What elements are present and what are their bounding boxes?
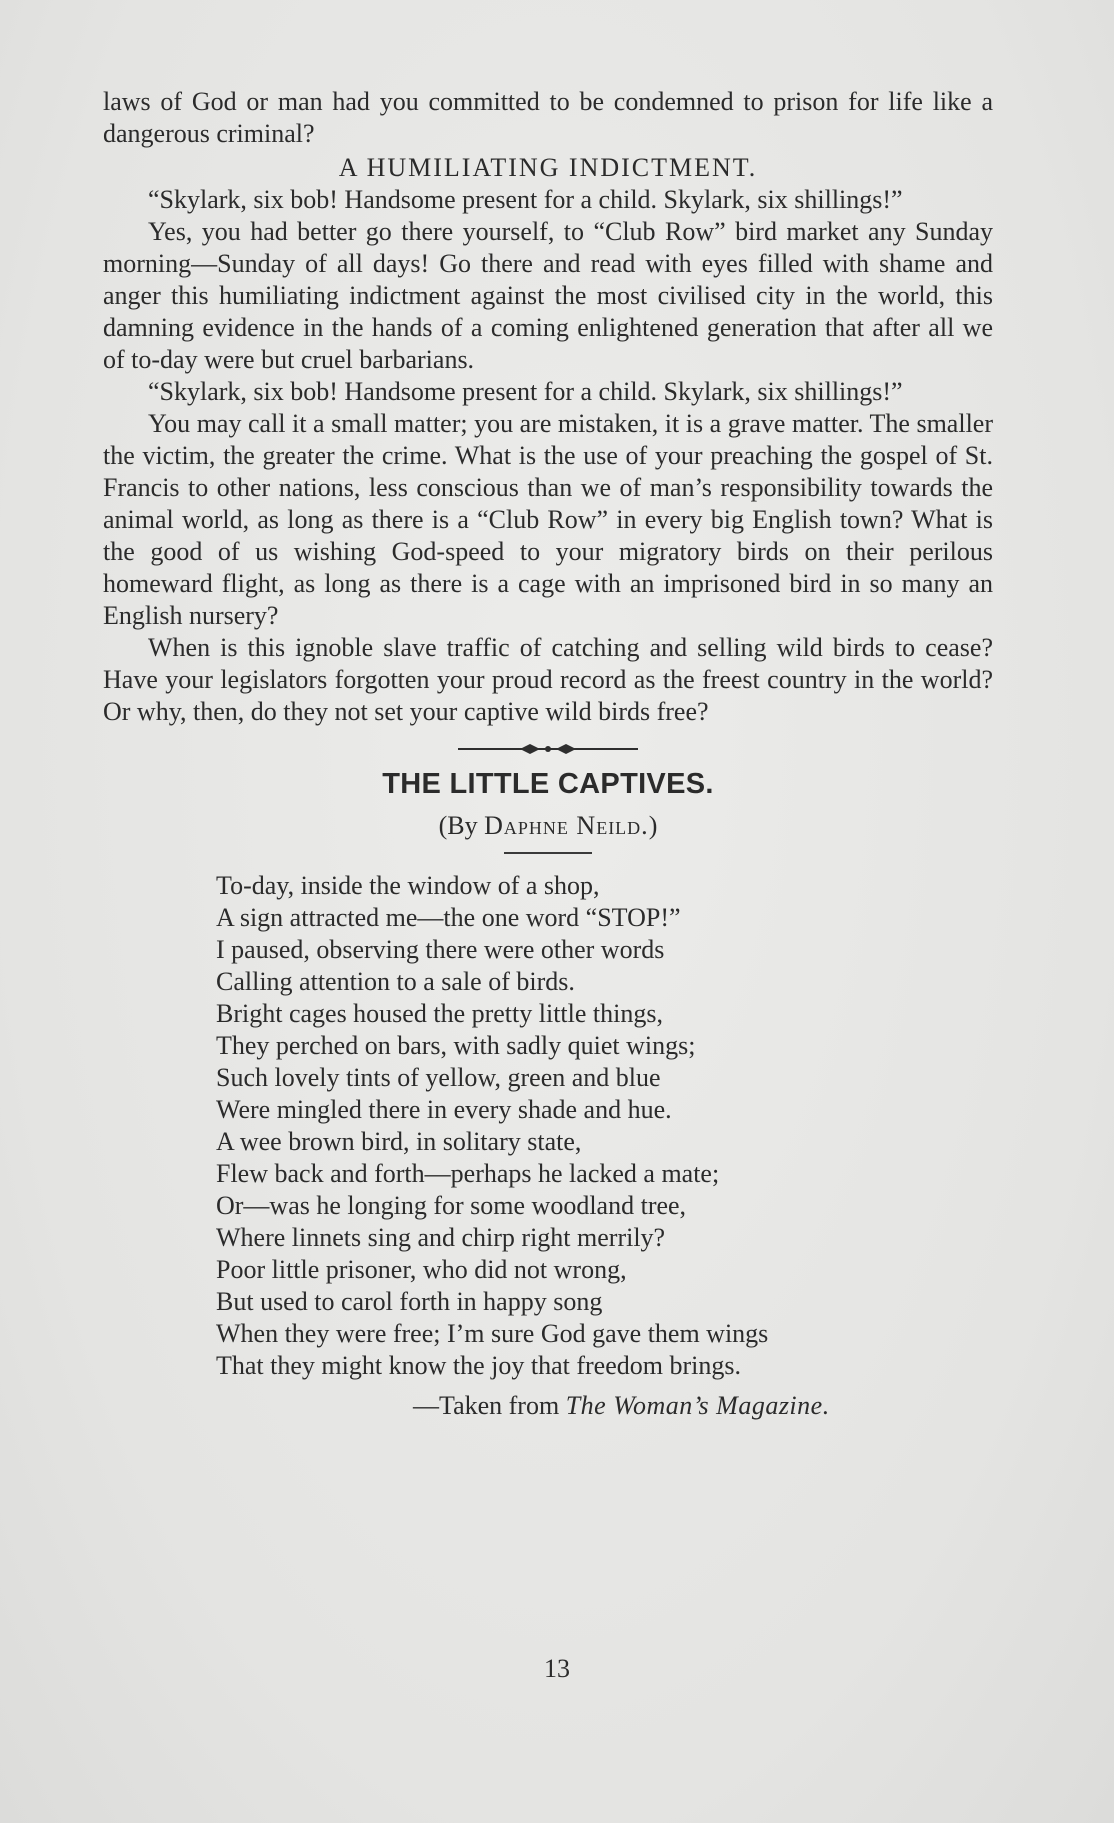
quote-skylark-1: “Skylark, six bob! Handsome present for a child. Skylark, six shillings!” (148, 185, 903, 214)
poem-line: They perched on bars, with sadly quiet wings; (216, 1031, 696, 1060)
paragraph-slave-traffic: When is this ignoble slave traffic of catching and selling wild birds to cease? Have your legislators forgotten your proud record as the freest country in the world? Or why, then, do they not set your captive wild birds free? (103, 633, 993, 726)
poem-title: THE LITTLE CAPTIVES. (382, 768, 714, 800)
poem-line: When they were free; I’m sure God gave them wings (216, 1319, 769, 1348)
poem-line: A wee brown bird, in solitary state, (216, 1127, 582, 1156)
paragraph-small-matter: You may call it a small matter; you are mistaken, it is a grave matter. The smaller the victim, the greater the crime. What is the use of your preaching the gospel of St. Francis to other nations, less conscious than we of man’s responsibility towards the animal world, as long as there is a “Club Row” in every big English town? What is the good of us wishing God-speed to your migratory birds on their perilous homeward flight, as long as there is a cage with an imprisoned bird in so many an English nursery? (103, 409, 993, 630)
poem-line: Poor little prisoner, who did not wrong, (216, 1255, 627, 1284)
poem-line: Such lovely tints of yellow, green and blue (216, 1063, 661, 1092)
poem-byline: (By Daphne Neild.) (438, 811, 658, 840)
poem-author: Daphne Neild. (484, 811, 649, 840)
poem-line: Were mingled there in every shade and hue. (216, 1095, 672, 1124)
poem-line: To-day, inside the window of a shop, (216, 871, 600, 900)
ornament-divider (458, 742, 638, 756)
poem-line: Bright cages housed the pretty little things, (216, 999, 663, 1028)
poem-line: Calling attention to a sale of birds. (216, 967, 575, 996)
poem-line: That they might know the joy that freedom brings. (216, 1351, 741, 1380)
poem-line: But used to carol forth in happy song (216, 1287, 603, 1316)
text-column (103, 86, 993, 1422)
paragraph-opening: laws of God or man had you committed to be condemned to prison for life like a dangerous criminal? (103, 87, 993, 148)
poem-line: Flew back and forth—perhaps he lacked a mate; (216, 1159, 720, 1188)
section-heading: A HUMILIATING INDICTMENT. (338, 153, 758, 182)
poem-line: I paused, observing there were other words (216, 935, 665, 964)
poem-line: Or—was he longing for some woodland tree, (216, 1191, 687, 1220)
poem-body (216, 870, 993, 1382)
byline-rule (504, 852, 592, 854)
quote-skylark-2: “Skylark, six bob! Handsome present for a child. Skylark, six shillings!” (148, 377, 903, 406)
poem-line: Where linnets sing and chirp right merrily? (216, 1223, 666, 1252)
credit-source: The Woman’s Magazine. (565, 1391, 830, 1420)
poem-line: A sign attracted me—the one word “STOP!” (216, 903, 681, 932)
page-number: 13 (544, 1654, 570, 1683)
paragraph-club-row: Yes, you had better go there yourself, to “Club Row” bird market any Sunday morning—Sunday of all days! Go there and read with eyes filled with shame and anger this humiliating indictment against the most civilised city in the world, this damning evidence in the hands of a coming enlightened generation that after all we of to-day were but cruel barbarians. (103, 217, 993, 374)
poem-credit: —Taken from The Woman’s Magazine. (413, 1391, 830, 1420)
